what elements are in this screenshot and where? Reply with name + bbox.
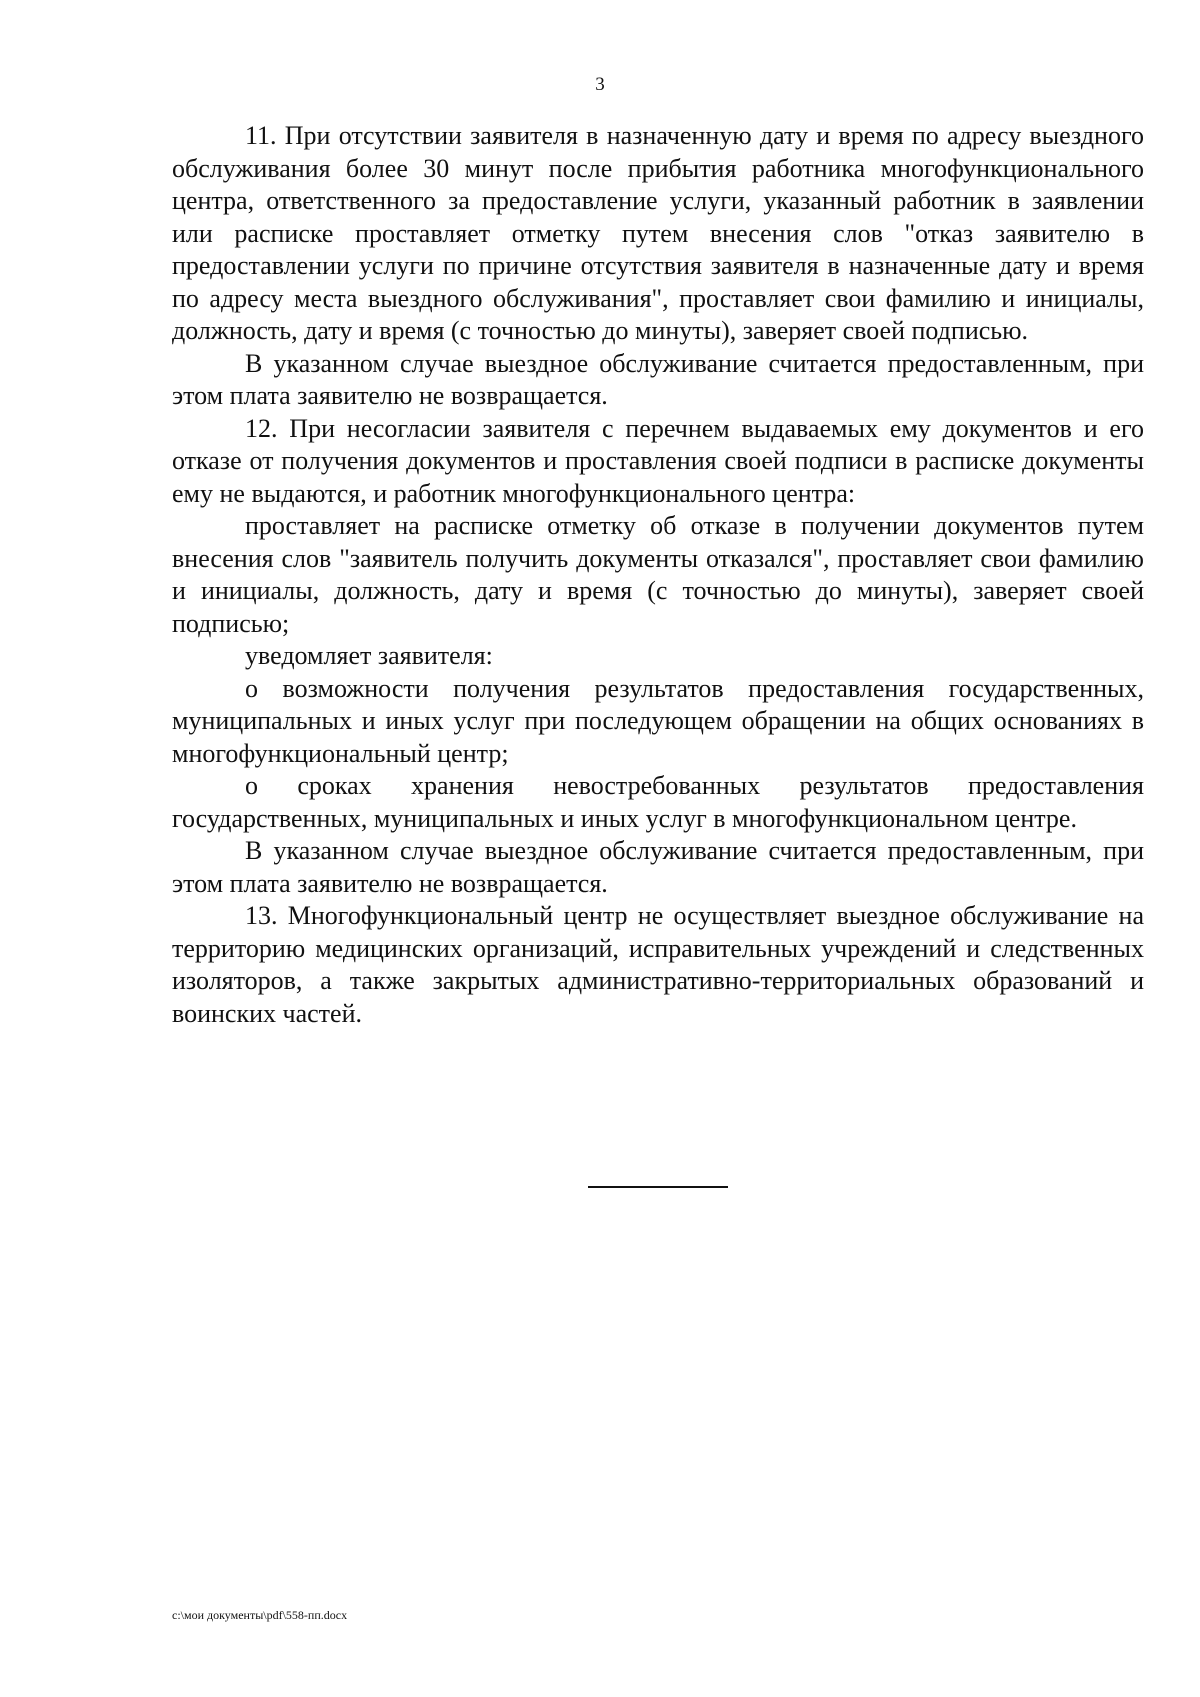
paragraph-11: 11. При отсутствии заявителя в назначенную дату и время по адресу выездного обслуживания более 30 минут после прибытия работника многофункционального центра, ответственного за предоставление услуги, указанный работник в заявлении или расписке проставляет отметку путем внесения слов "отказ заявителю в предоставлении услуги по причине отсутствия заявителя в назначенные дату и время по адресу места выездного обслуживания", проставляет свои фамилию и инициалы, должность, дату и время (с точностью до минуты), заверяет своей подписью. <box>172 121 1144 345</box>
paragraph-12-item-notify: уведомляет заявителя: <box>245 641 493 670</box>
closing-rule <box>588 1186 728 1188</box>
paragraph-12-item-mark: проставляет на расписке отметку об отказе в получении документов путем внесения слов "заявитель получить документы отказался", проставляет свои фамилию и инициалы, должность, дату и время (с точностью до минуты), заверяет своей подписью; <box>172 511 1144 638</box>
page-number: 3 <box>595 74 605 95</box>
paragraph-12-subitem-storage: о сроках хранения невостребованных результатов предоставления государственных, муниципальных и иных услуг в многофункциональном центре. <box>172 771 1144 833</box>
paragraph-12-subitem-possibility: о возможности получения результатов предоставления государственных, муниципальных и иных услуг при последующем обращении на общих основаниях в многофункциональный центр; <box>172 673 1144 768</box>
footer-file-path: c:\мои документы\pdf\558-пп.docx <box>172 1608 348 1622</box>
paragraph-12: 12. При несогласии заявителя с перечнем выдаваемых ему документов и его отказе от получения документов и проставления своей подписи в расписке документы ему не выдаются, и работник многофункционального центра: <box>172 413 1144 508</box>
document-body <box>172 120 1144 1030</box>
paragraph-12-note: В указанном случае выездное обслуживание считается предоставленным, при этом плата заявителю не возвращается. <box>172 836 1144 898</box>
paragraph-13: 13. Многофункциональный центр не осуществляет выездное обслуживание на территорию медицинских организаций, исправительных учреждений и следственных изоляторов, а также закрытых административно-территориальных образований и воинских частей. <box>172 901 1144 1028</box>
paragraph-11-note: В указанном случае выездное обслуживание считается предоставленным, при этом плата заявителю не возвращается. <box>172 348 1144 410</box>
